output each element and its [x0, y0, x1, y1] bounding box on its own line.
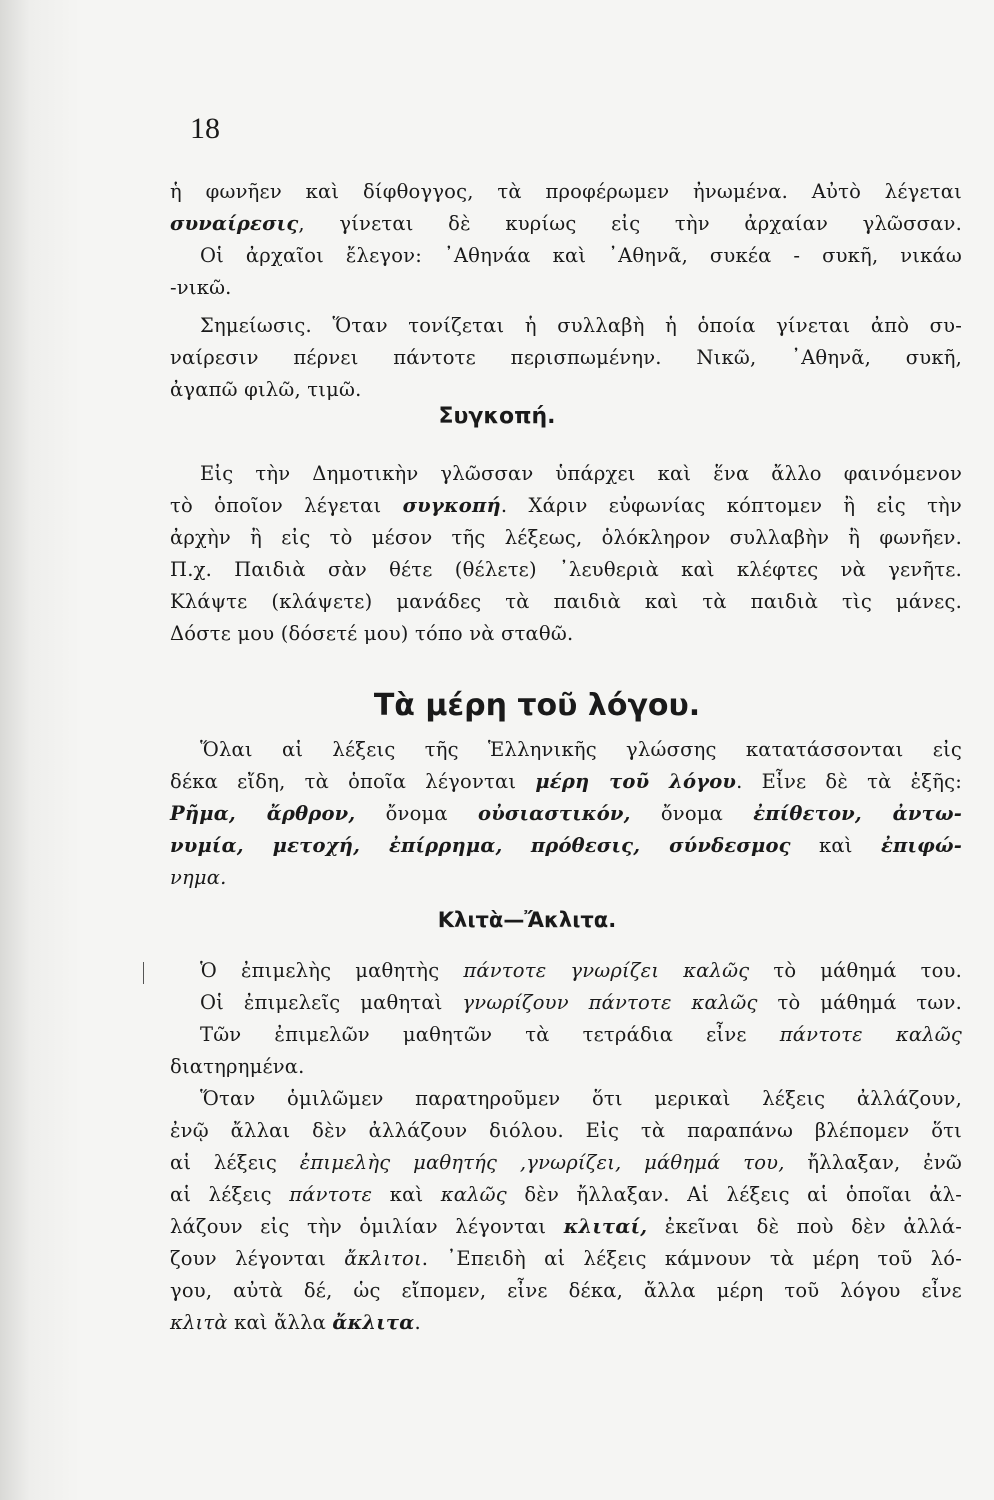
heading-meri-logou: Τὰ μέρη τοῦ λόγου.: [373, 688, 701, 723]
text-line: Τῶν ἐπιμελῶν μαθητῶν τὰ τετράδια εἶνε πάντοτε καλῶς: [200, 1023, 962, 1046]
text-line: διατηρημένα.: [170, 1055, 305, 1078]
text-line: Ὅλαι αἱ λέξεις τῆς Ἑλληνικῆς γλώσσης κατατάσσονται εἰς: [200, 738, 962, 761]
text-line: Π.χ. Παιδιὰ σὰν θέτε (θέλετε) ᾿λευθεριὰ καὶ κλέφτες νὰ γενῆτε.: [170, 558, 962, 581]
text-line: Εἰς τὴν Δημοτικὴν γλῶσσαν ὑπάρχει καὶ ἕνα ἄλλο φαινόμενον: [200, 462, 962, 485]
text-line: Οἱ ἀρχαῖοι ἔλεγον: ᾿Αθηνάα καὶ ᾿Αθηνᾶ, συκέα - συκῆ, νικάω: [200, 244, 962, 267]
text-line: ἀγαπῶ φιλῶ, τιμῶ.: [170, 378, 362, 401]
text-line: Ὅταν ὁμιλῶμεν παρατηροῦμεν ὅτι μερικαὶ λέξεις ἀλλάζουν,: [200, 1087, 962, 1110]
paragraph-synkopi: [170, 458, 962, 650]
margin-mark: [143, 962, 144, 984]
heading-klita-aklita: Κλιτὰ—Ἄκλιτα.: [437, 908, 617, 932]
text-line: Κλάψτε (κλάψετε) μανάδες τὰ παιδιὰ καὶ τὰ παιδιὰ τὶς μάνες.: [170, 590, 962, 613]
paragraph-klita-aklita: [170, 955, 962, 1339]
text-line: Ὁ ἐπιμελὴς μαθητὴς πάντοτε γνωρίζει καλῶς τὸ μάθημά του.: [200, 959, 963, 982]
text-line: -νικῶ.: [170, 276, 232, 299]
text-line: νυμία, μετοχή, ἐπίρρημα, πρόθεσις, σύνδεσμος καὶ ἐπιφώ-: [170, 834, 963, 857]
text-line: ἡ φωνῆεν καὶ δίφθογγος, τὰ προφέρωμεν ἠνωμένα. Αὐτὸ λέγεται: [170, 180, 962, 203]
text-line: δέκα εἴδη, τὰ ὁποῖα λέγονται μέρη τοῦ λόγου. Εἶνε δὲ τὰ ἑξῆς:: [170, 770, 962, 793]
text-line: τὸ ὁποῖον λέγεται συγκοπή. Χάριν εὐφωνίας κόπτομεν ἢ εἰς τὴν: [170, 494, 962, 517]
text-line: αἱ λέξεις πάντοτε καὶ καλῶς δὲν ἤλλαξαν. Αἱ λέξεις αἱ ὁποῖαι ἀλ-: [170, 1183, 962, 1206]
paragraph-meri-logou: [170, 734, 962, 894]
text-line: αἱ λέξεις ἐπιμελὴς μαθητής ,γνωρίζει, μάθημά του, ἤλλαξαν, ἐνῶ: [170, 1151, 962, 1174]
text-line: ναίρεσιν πέρνει πάντοτε περισπωμένην. Νικῶ, ᾿Αθηνᾶ, συκῆ,: [170, 346, 962, 369]
text-line: ζουν λέγονται ἄκλιτοι. ᾿Επειδὴ αἱ λέξεις κάμνουν τὰ μέρη τοῦ λό-: [170, 1247, 962, 1270]
text-line: νημα.: [170, 866, 227, 889]
heading-synkopi: Συγκοπή.: [438, 404, 556, 429]
text-line: ἀρχὴν ἢ εἰς τὸ μέσον τῆς λέξεως, ὁλόκληρον συλλαβὴν ἢ φωνῆεν.: [170, 526, 962, 549]
page-number: 18: [190, 112, 220, 145]
text-line: Σημείωσις. Ὅταν τονίζεται ἡ συλλαβὴ ἡ ὁποία γίνεται ἀπὸ συ-: [200, 314, 962, 337]
text-line: λάζουν εἰς τὴν ὁμιλίαν λέγονται κλιταί, ἐκεῖναι δὲ ποὺ δὲν ἀλλά-: [170, 1215, 962, 1238]
text-line: γου, αὐτὰ δέ, ὡς εἴπομεν, εἶνε δέκα, ἄλλα μέρη τοῦ λόγου εἶνε: [170, 1279, 962, 1302]
text-line: Οἱ ἐπιμελεῖς μαθηταὶ γνωρίζουν πάντοτε καλῶς τὸ μάθημά των.: [200, 991, 962, 1014]
text-line: ἐνῷ ἄλλαι δὲν ἀλλάζουν διόλου. Εἰς τὰ παραπάνω βλέπομεν ὅτι: [170, 1119, 962, 1142]
text-line: κλιτὰ καὶ ἄλλα ἄκλιτα.: [170, 1311, 421, 1334]
paragraph-synairesis: [170, 176, 962, 406]
text-line: Δόστε μου (δόσετέ μου) τόπο νὰ σταθῶ.: [170, 622, 574, 645]
text-line: συναίρεσις, γίνεται δὲ κυρίως εἰς τὴν ἀρχαίαν γλῶσσαν.: [170, 212, 962, 235]
text-line: Ρῆμα, ἄρθρον, ὄνομα οὐσιαστικόν, ὄνομα ἐπίθετον, ἀντω-: [170, 802, 962, 825]
